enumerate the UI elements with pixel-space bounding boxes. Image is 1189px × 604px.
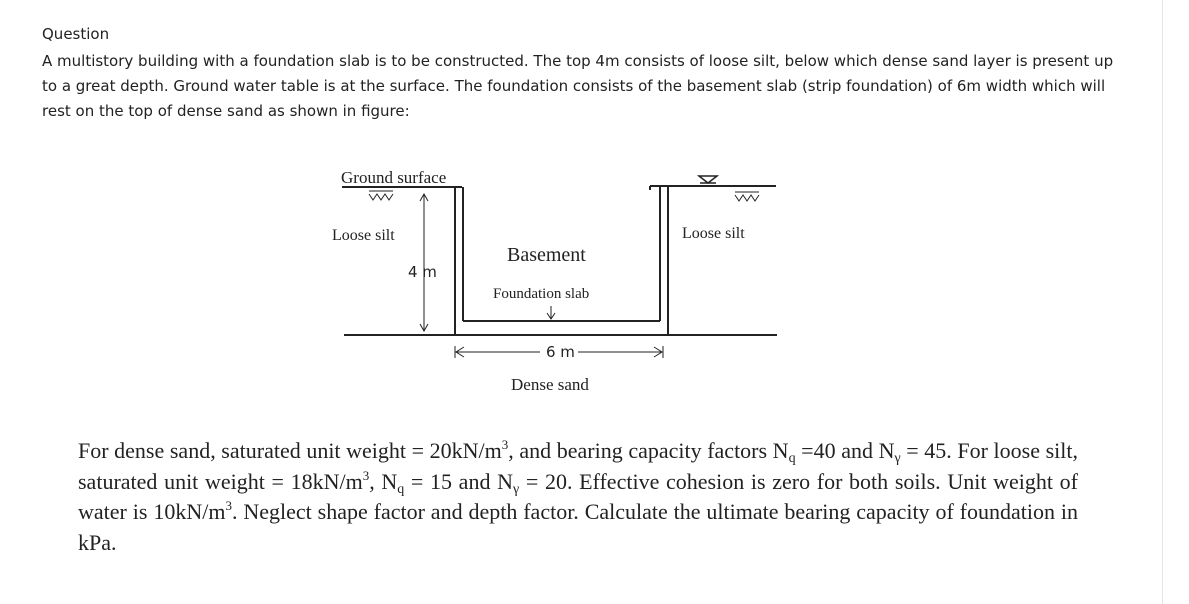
ground-hatch-left xyxy=(369,194,393,200)
question-heading: Question xyxy=(42,25,110,43)
loose-silt-right-label: Loose silt xyxy=(682,225,745,242)
problem-statement: For dense sand, saturated unit weight = $20kN/m^3$, and bearing capacity factors $N_q =40$ and $N_\gamma = 45$. For loose silt, saturated unit weight = $18kN/m^3$, $N_q = 15$ and $N_\gamma = 20$. Effective cohesion is zero for both soils. Unit weight of water is $10kN/m^3$. Neglect shape factor and depth factor. Calculate the ultimate bearing capacity of foundation in kPa. xyxy=(78,437,1079,555)
foundation-slab-label: Foundation slab xyxy=(493,286,590,302)
ground-surface-label: Ground surface xyxy=(341,168,447,187)
water-table-icon xyxy=(699,176,717,183)
depth-label: 4 m xyxy=(408,263,437,281)
ground-hatch-right xyxy=(735,195,759,201)
question-intro: A multistory building with a foundation slab is to be constructed. The top 4m consists of loose silt, below which dense sand layer is present up to a great depth. Ground water table is at the surface. The foundation consists of the basement slab (strip foundation) of 6m width which will rest on the top of dense sand as shown in figure: xyxy=(42,52,1114,120)
loose-silt-left-label: Loose silt xyxy=(332,227,395,244)
width-label: 6 m xyxy=(546,343,575,361)
dense-sand-label: Dense sand xyxy=(511,375,589,394)
basement-label: Basement xyxy=(507,244,586,266)
